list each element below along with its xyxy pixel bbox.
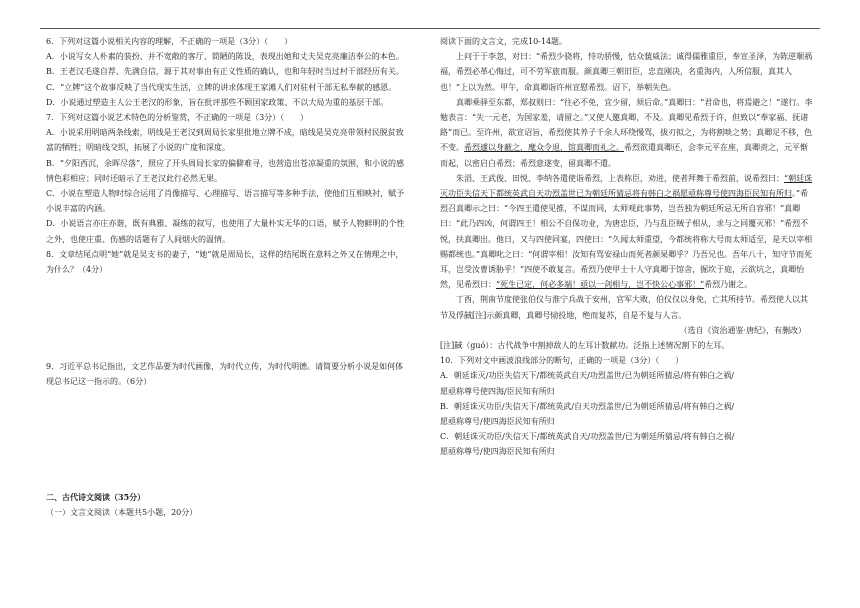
q6-option-c: C．“立牌”这个故事反映了当代现实生活，立牌的讲求体现王家滩人们对驻村干部无私奉献的感恩。 (46, 82, 397, 92)
passage-source: （选自《资治通鉴·唐纪》，有删改） (679, 325, 806, 335)
wavy-line-sentence: “朝廷诛灭功臣失信天下都统英武自天功烈盖世已为朝廷所猜忌将有韩白之祸愿亟称尊号使四海臣民知有所归 (440, 173, 813, 199)
q7-option-c: C．小说在塑造人物时综合运用了肖像描写、心理描写、语言描写等多种手法，使他们互相映衬，赋予小说丰富的内涵。 (46, 189, 405, 214)
underlined-sentence: “死生已定，何必多端！亟以一剑相与，岂不快公心事邪！” (496, 280, 705, 290)
q6-option-b: B．王老汉毛遂自荐、先满自信，源于其对事由有正义性质的确认，也和年轻时当过村干部经历有关。 (46, 67, 404, 77)
passage-text: 朱滔、王武俊、田悦、李纳各遣使诣希烈，上表称臣，劝进，使者拜舞于希烈前，说希烈曰： (456, 173, 784, 183)
passage-paragraph-4: 丁酉，荆南节度使张伯仪与淮宁兵战于安州，官军大败，伯仪仅以身免，亡其所持节。希烈使人以其节及俘馘[注]示颜真卿，真卿号恸投地，绝而复苏，自是不复与人言。 (440, 295, 808, 320)
q10-stem: 10．下列对文中画波浪线部分的断句，正确的一项是（3分）（ ） (440, 356, 684, 366)
left-column (46, 34, 411, 520)
section-title: 二、古代诗文阅读（35分） (46, 491, 146, 502)
right-column (440, 34, 814, 460)
q7-option-a: A．小说采用明暗两条线索，明线是王老汉到周局长家里批地立牌不成，暗线是吴克亮带领村民脱贫致富的牺牲；明暗线交织，拓展了小说的广度和深度。 (46, 128, 404, 153)
passage-paragraph-2 (440, 95, 814, 171)
q10-option-a-line2: 愿亟称尊号使四海/臣民知有所归 (440, 386, 555, 396)
reading-intro: 阅读下面的文言文，完成10-14题。 (440, 37, 568, 46)
section-subtitle: （一）文言文阅读（本题共5小题，20分） (46, 507, 198, 517)
q7-stem: 7．下列对这篇小说艺术特色的分析鉴赏，不正确的一项是（3分）（ ） (46, 113, 309, 123)
q6-option-d: D．小说通过塑造主人公王老汉的形象，旨在批评那些不顾国家政策、不以大局为重的基层干部。 (46, 97, 389, 107)
q8-answer-space (46, 277, 411, 359)
q10-option-c-line2: 愿亟称尊号/使四海臣民知有所归 (440, 447, 555, 457)
q7-option-d: D．小说语言亦庄亦谐，既有典雅、凝练的叙写，也使用了大量朴实无华的口语，赋予人物鲜明的个性之外，也使庄重、伤感的话题有了人间烟火的温情。 (46, 219, 405, 244)
q6-option-a: A．小说写女人朴素的装扮、并不宽敞的客厅、简陋的陈设，表现出她和丈夫吴克亮廉洁奉公的本色。 (46, 52, 404, 62)
passage-text: 真卿乘驿至东都，郑叔则曰：“往必不免，宜少留，须后命。”真卿曰：“君命也，将焉避之！”遂行。李勉表言：“失一元老，为国家羞，请留之。”又使人邀真卿，不及。真卿见希烈于许，但致以“奉家福、抚诸路”而已。至许州，欲宣诏旨，希烈使其养子千余人环绕慢骂，拔刃拟之，为将割啖之势；真卿足不移，色不变。 (440, 97, 813, 153)
q8-stem: 8．文章结尾点明“她”就是吴支书的妻子，“她”就是周局长，这样的结尾既在意料之外又在情理之中，为什么？（4分） (46, 249, 404, 275)
passage-paragraph-1: 上问于于李忽，对曰：“希烈少骁将，恃功骄慢，怙众藐威法；诚得儒雅重臣，奉宣圣泽，为陈逆顺祸福，希烈必革心悔过，可不劳军旅而服。颜真卿三朝旧臣，忠直刚决，名重海内，人所信服，真其人也！”上以为然。甲午，命真卿诣许州宣慰希烈。诏下，举朝失色。 (440, 52, 813, 92)
q10-option-b-line2: 愿亟称尊号/使四海臣民知有所归 (440, 417, 555, 427)
q6-stem: 6．下列对这篇小说相关内容的理解，不正确的一项是（3分）（ ） (46, 37, 293, 46)
q9-answer-space (46, 390, 411, 486)
passage-text: 。”希烈召真卿示之曰：“今四王遣使见推，不谋而同，太师观此事势，岂吾独为朝廷所忌无所自容邪！”真卿曰：“此乃四凶，何谓四王！相公不自保功业，为唐忠臣，乃与乱臣贼子相从，求与之同覆灭邪！”希烈不悦，扶真卿出。他日，又与四使同宴，四使曰：“久闻太师重望，今都统将称大号而太师适至，是天以宰相赐都统也。”真卿叱之曰：“何谓宰相！汝知有骂安禄山而死者颜杲卿乎？乃吾兄也。吾年八十，知守节而死耳，岂受汝曹诱胁乎！”四使不敢复言。希烈乃使甲士十人守真卿于馆舍，掘坎于庭，云欲坑之，真卿怡然，见希烈曰： (440, 189, 813, 290)
passage-paragraph-3 (440, 171, 814, 293)
footnote: [注]馘（guó）：古代战争中割掉敌人的左耳计数献功。泛指上述情况割下的左耳。 (440, 341, 730, 351)
q10-option-a-line1: A．朝廷诛灭/功臣失信天下/都统英武自天/功烈盖世/已为朝廷所猜忌/将有韩白之祸/ (440, 371, 734, 381)
q7-option-b: B．“夕阳西沉，余晖尽落”，照应了开头周局长家的偏僻难寻，也营造出苍凉凝重的氛围，和小说的感情色彩相应；同时还暗示了王老汉此行必然无果。 (46, 158, 405, 183)
underlined-sentence: 希烈遽以身蔽之，麾众令退，馆真卿而礼之。 (464, 143, 624, 153)
top-rule (40, 28, 820, 29)
q10-option-c-line1: C．朝廷诛灭功臣/失信天下/都统英武自天/功烈盖世/已为朝廷所猜忌/将有韩白之祸/ (440, 432, 735, 442)
passage-text: 希烈乃谢之。 (704, 280, 753, 290)
q10-option-b-line1: B．朝廷诛灭功臣/失信天下/都统英武/自天功烈盖世/已为朝廷所猜忌/将有韩白之祸/ (440, 401, 735, 411)
q9-stem: 9．习近平总书记指出，文艺作品要为时代画像，为时代立传，为时代明德。请简要分析小说是如何体现总书记这一指示的。（6分） (46, 362, 404, 387)
passage-text: 希烈欲遣真卿还，会李元平在座，真卿责之，元平惭而起，以密启白希烈；希烈意遂变，留真卿不遣。 (440, 143, 808, 168)
